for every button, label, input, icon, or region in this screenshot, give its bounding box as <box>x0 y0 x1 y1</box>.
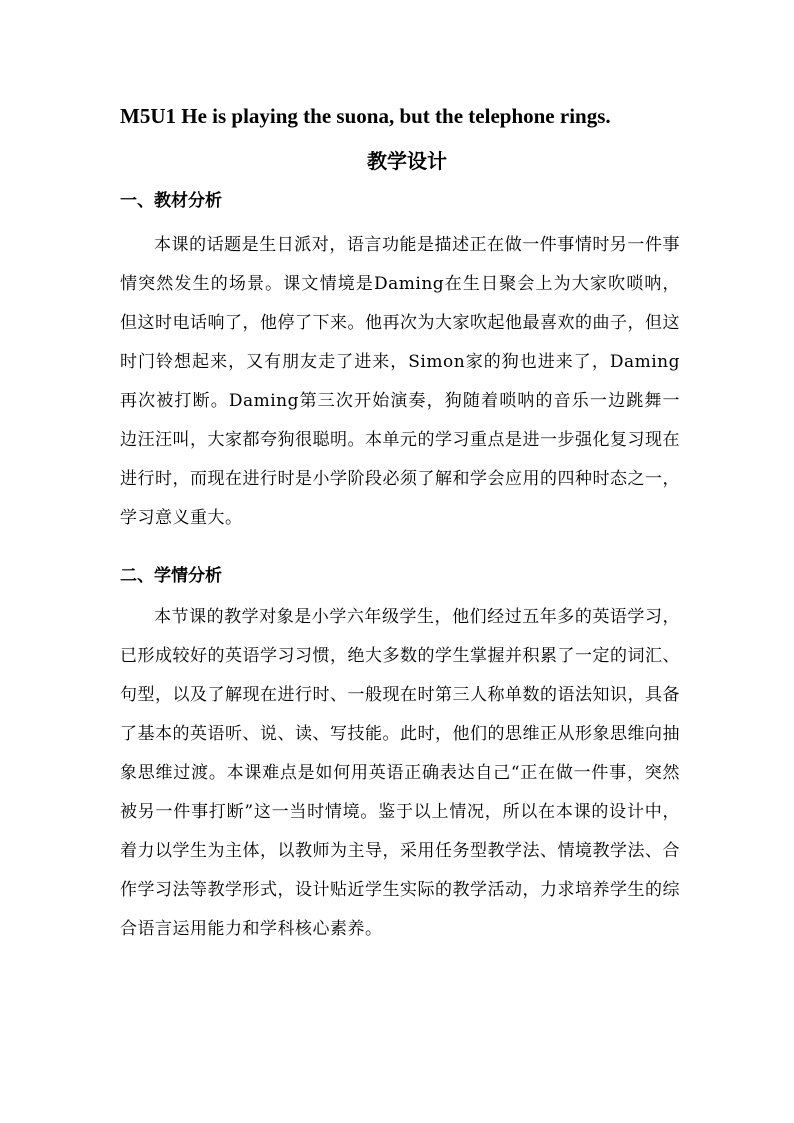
document-subtitle: 教学设计 <box>367 149 447 173</box>
document-title: M5U1 He is playing the suona, but the telephone rings. <box>120 104 611 128</box>
section-body-learner-analysis: 本节课的教学对象是小学六年级学生，他们经过五年多的英语学习，已形成较好的英语学习习惯，绝大多数的学生掌握并积累了一定的词汇、句型，以及了解现在进行时、一般现在时第三人称单数的语法知识，具备了基本的英语听、说、读、写技能。此时，他们的思维正从形象思维向抽象思维过渡。本课难点是如何用英语正确表达自己“正在做一件事，突然被另一件事打断”这一当时情境。鉴于以上情况，所以在本课的设计中，着力以学生为主体，以教师为主导，采用任务型教学法、情境教学法、合作学习法等教学形式，设计贴近学生实际的教学活动，力求培养学生的综合语言运用能力和学科核心素养。 <box>120 607 680 939</box>
section-body-textbook-analysis: 本课的话题是生日派对，语言功能是描述正在做一件事情时另一件事情突然发生的场景。课文情境是Daming在生日聚会上为大家吹唢呐，但这时电话响了，他停了下来。他再次为大家吹起他最喜欢的曲子，但这时门铃想起来，又有朋友走了进来，Simon家的狗也进来了，Daming再次被打断。Daming第三次开始演奏，狗随着唢呐的音乐一边跳舞一边汪汪叫，大家都夸狗很聪明。本单元的学习重点是进一步强化复习现在进行时，而现在进行时是小学阶段必须了解和学会应用的四种时态之一，学习意义重大。 <box>120 235 680 528</box>
section-heading-textbook-analysis: 一、教材分析 <box>120 191 222 211</box>
section-heading-learner-analysis: 二、学情分析 <box>120 566 222 586</box>
